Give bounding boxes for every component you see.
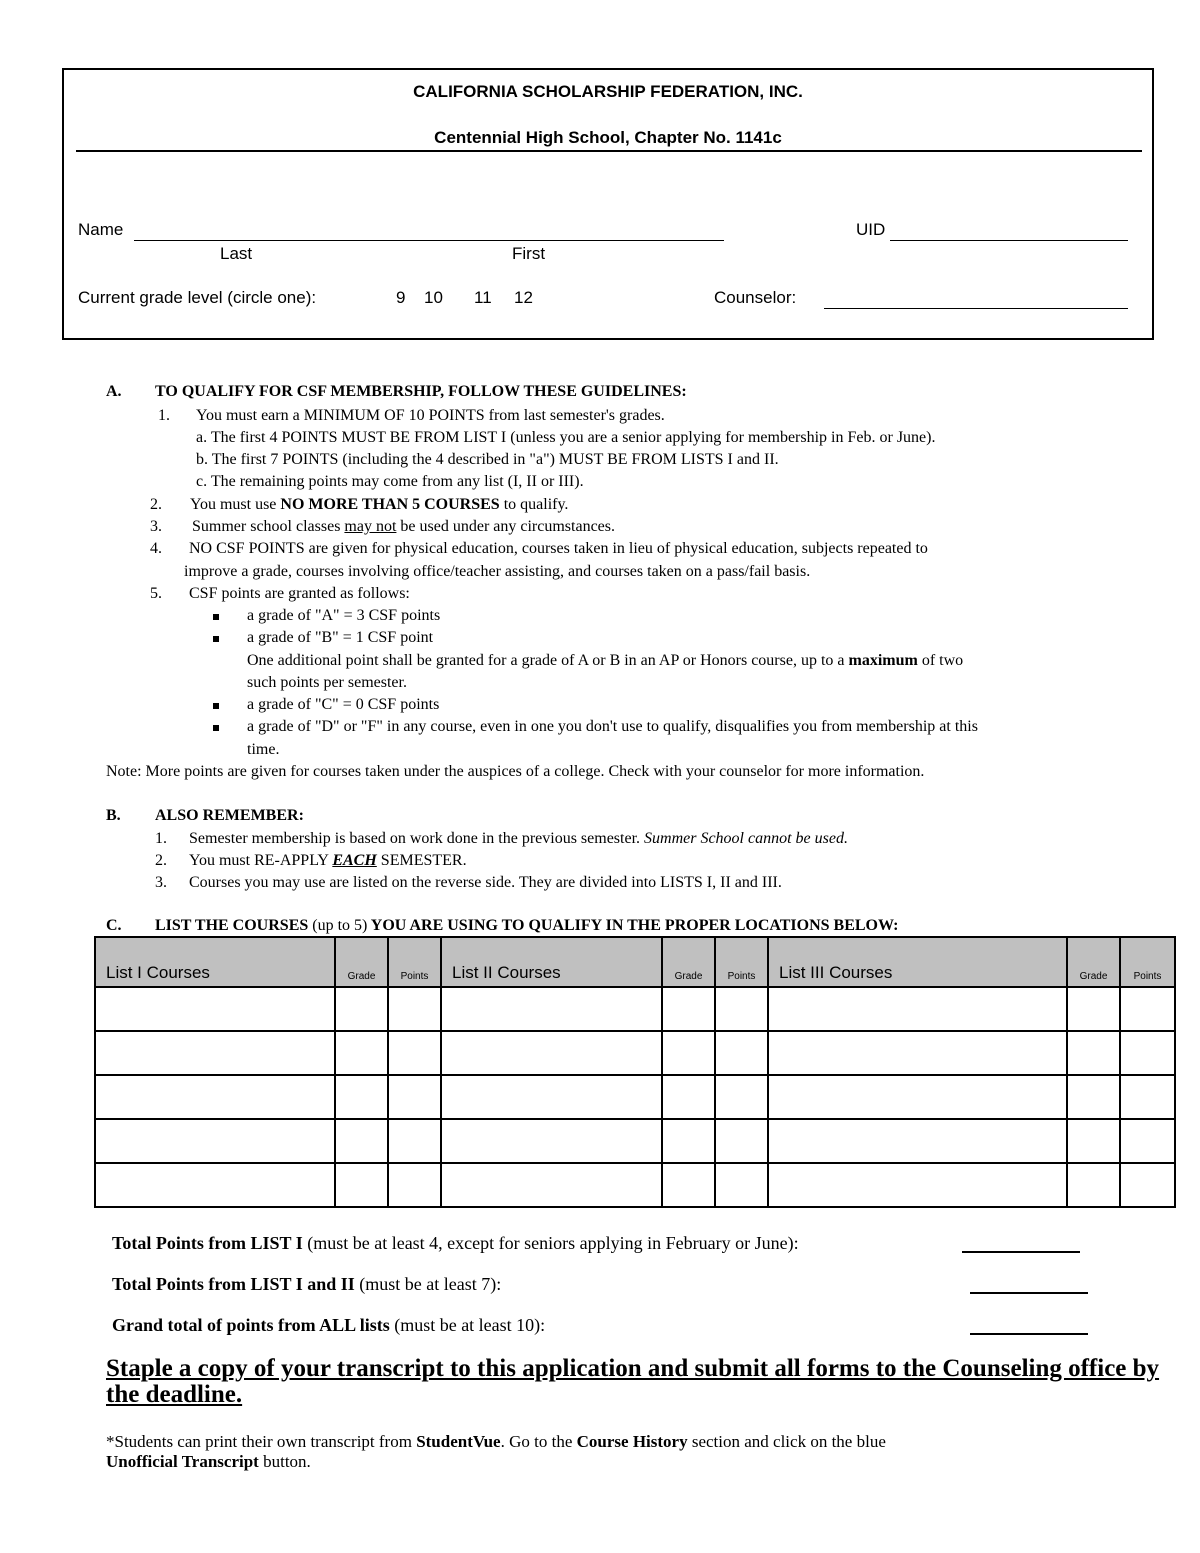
course-table <box>94 936 1176 1208</box>
list-3-header: List III Courses <box>768 937 1067 987</box>
course-cell[interactable] <box>441 1163 662 1207</box>
grade-option-10[interactable]: 10 <box>424 288 443 307</box>
points-cell[interactable] <box>388 1031 441 1075</box>
uid-label: UID <box>856 220 886 239</box>
section-c-letter: C. <box>106 917 122 934</box>
total-list-1-label: Total Points from LIST I (must be at least 4, except for seniors applying in February or June): <box>112 1233 799 1253</box>
grade-header: Grade <box>335 937 388 987</box>
section-c-title: LIST THE COURSES (up to 5) YOU ARE USING TO QUALIFY IN THE PROPER LOCATIONS BELOW: <box>155 917 899 934</box>
b2-number: 2. <box>155 852 167 869</box>
b1-text: Semester membership is based on work done in the previous semester. Summer School cannot be used. <box>189 830 848 847</box>
a1-number: 1. <box>158 407 170 424</box>
section-b-title: ALSO REMEMBER: <box>155 807 304 824</box>
points-cell[interactable] <box>388 1119 441 1163</box>
grade-cell[interactable] <box>662 1075 715 1119</box>
grade-option-11[interactable]: 11 <box>474 288 492 307</box>
grade-cell[interactable] <box>662 987 715 1031</box>
course-cell[interactable] <box>768 1163 1067 1207</box>
grade-cell[interactable] <box>1067 1075 1120 1119</box>
header-divider <box>76 150 1142 152</box>
grade-cell[interactable] <box>1067 1163 1120 1207</box>
name-field[interactable] <box>134 240 724 241</box>
points-cell[interactable] <box>388 1075 441 1119</box>
counselor-label: Counselor: <box>714 288 797 307</box>
a2-text: You must use NO MORE THAN 5 COURSES to qualify. <box>190 496 569 513</box>
points-cell[interactable] <box>715 1119 768 1163</box>
grand-total-field[interactable] <box>970 1333 1088 1335</box>
points-cell[interactable] <box>715 987 768 1031</box>
grade-cell[interactable] <box>662 1163 715 1207</box>
a1c-text: c. The remaining points may come from any list (I, II or III). <box>196 473 584 490</box>
b3-text: Courses you may use are listed on the reverse side. They are divided into LISTS I, II and III. <box>189 874 782 891</box>
total-list-1-field[interactable] <box>962 1251 1080 1253</box>
b1-number: 1. <box>155 830 167 847</box>
last-label: Last <box>220 244 253 263</box>
a1b-text: b. The first 7 POINTS (including the 4 described in "a") MUST BE FROM LISTS I and II. <box>196 451 779 468</box>
points-header: Points <box>388 937 441 987</box>
bullet-icon <box>213 718 219 736</box>
bullet-df-grade-line1: a grade of "D" or "F" in any course, even in one you don't use to qualify, disqualifies you from membership at this <box>247 718 978 735</box>
grade-cell[interactable] <box>335 987 388 1031</box>
course-cell[interactable] <box>441 1031 662 1075</box>
staple-instruction: Staple a copy of your transcript to this application and submit all forms to the Counseling office by the deadline. <box>106 1355 1160 1408</box>
a5-text: CSF points are granted as follows: <box>189 585 410 602</box>
b2-text: You must RE-APPLY EACH SEMESTER. <box>189 852 467 869</box>
course-cell[interactable] <box>768 1031 1067 1075</box>
points-header: Points <box>715 937 768 987</box>
a1-text: You must earn a MINIMUM OF 10 POINTS from last semester's grades. <box>196 407 665 424</box>
a4-number: 4. <box>150 540 162 557</box>
grade-cell[interactable] <box>1067 1031 1120 1075</box>
list-2-header: List II Courses <box>441 937 662 987</box>
grade-level-label: Current grade level (circle one): <box>78 288 317 307</box>
a3-number: 3. <box>150 518 162 535</box>
list-1-header: List I Courses <box>95 937 335 987</box>
org-title: CALIFORNIA SCHOLARSHIP FEDERATION, INC. <box>413 82 803 101</box>
b3-number: 3. <box>155 874 167 891</box>
course-cell[interactable] <box>95 987 335 1031</box>
course-cell[interactable] <box>441 1075 662 1119</box>
grand-total-label: Grand total of points from ALL lists (must be at least 10): <box>112 1315 546 1335</box>
points-cell[interactable] <box>388 1163 441 1207</box>
points-cell[interactable] <box>715 1163 768 1207</box>
first-label: First <box>512 244 546 263</box>
a3-text: Summer school classes may not be used under any circumstances. <box>192 518 616 535</box>
course-cell[interactable] <box>95 1031 335 1075</box>
grade-option-12[interactable]: 12 <box>514 288 533 307</box>
points-cell[interactable] <box>1120 987 1175 1031</box>
total-list-1-2-label: Total Points from LIST I and II (must be at least 7): <box>112 1274 502 1294</box>
bullet-df-grade-line2: time. <box>247 741 280 758</box>
grade-cell[interactable] <box>1067 1119 1120 1163</box>
table-row <box>95 1163 1175 1207</box>
course-cell[interactable] <box>441 987 662 1031</box>
course-cell[interactable] <box>95 1163 335 1207</box>
table-row <box>95 1075 1175 1119</box>
bullet-icon <box>213 629 219 647</box>
table-row <box>95 987 1175 1031</box>
course-cell[interactable] <box>768 987 1067 1031</box>
grade-cell[interactable] <box>335 1119 388 1163</box>
header-box <box>62 68 1154 340</box>
points-header: Points <box>1120 937 1175 987</box>
bullet-icon <box>213 607 219 625</box>
points-cell[interactable] <box>715 1031 768 1075</box>
points-cell[interactable] <box>388 987 441 1031</box>
grade-cell[interactable] <box>335 1075 388 1119</box>
grade-cell[interactable] <box>335 1163 388 1207</box>
bullet-c-grade: a grade of "C" = 0 CSF points <box>247 696 440 713</box>
points-cell[interactable] <box>1120 1163 1175 1207</box>
grade-cell[interactable] <box>335 1031 388 1075</box>
a1a-text: a. The first 4 POINTS MUST BE FROM LIST I (unless you are a senior applying for membership in Feb. or June). <box>196 429 936 446</box>
grade-header: Grade <box>1067 937 1120 987</box>
points-cell[interactable] <box>715 1075 768 1119</box>
bullet-b-grade: a grade of "B" = 1 CSF point <box>247 629 434 646</box>
bullet-icon <box>213 696 219 714</box>
grade-cell[interactable] <box>662 1031 715 1075</box>
a4-text-line1: NO CSF POINTS are given for physical education, courses taken in lieu of physical education, subjects repeated to <box>189 540 928 557</box>
course-cell[interactable] <box>768 1119 1067 1163</box>
section-a-title: TO QUALIFY FOR CSF MEMBERSHIP, FOLLOW THESE GUIDELINES: <box>155 383 687 400</box>
table-header-row <box>95 937 1175 987</box>
table-row <box>95 1031 1175 1075</box>
points-cell[interactable] <box>1120 1075 1175 1119</box>
grade-cell[interactable] <box>1067 987 1120 1031</box>
points-cell[interactable] <box>1120 1119 1175 1163</box>
transcript-note-line1: *Students can print their own transcript from StudentVue. Go to the Course History section and click on the blue <box>106 1432 886 1451</box>
chapter-title: Centennial High School, Chapter No. 1141c <box>434 128 782 147</box>
grade-header: Grade <box>662 937 715 987</box>
transcript-note-line2: Unofficial Transcript button. <box>106 1452 311 1471</box>
bullet-a-grade: a grade of "A" = 3 CSF points <box>247 607 441 624</box>
section-a-letter: A. <box>106 383 122 400</box>
grade-option-9[interactable]: 9 <box>396 288 406 307</box>
college-note: Note: More points are given for courses taken under the auspices of a college. Check with your counselor for more information. <box>106 763 925 780</box>
course-cell[interactable] <box>768 1075 1067 1119</box>
total-list-1-2-field[interactable] <box>970 1292 1088 1294</box>
a5-number: 5. <box>150 585 162 602</box>
course-cell[interactable] <box>95 1075 335 1119</box>
table-row <box>95 1119 1175 1163</box>
points-cell[interactable] <box>1120 1031 1175 1075</box>
name-label: Name <box>78 220 124 239</box>
a4-text-line2: improve a grade, courses involving office/teacher assisting, and courses taken on a pass/fail basis. <box>184 563 811 580</box>
course-cell[interactable] <box>441 1119 662 1163</box>
a2-number: 2. <box>150 496 162 513</box>
uid-field[interactable] <box>890 240 1128 241</box>
counselor-field[interactable] <box>824 308 1128 309</box>
grade-cell[interactable] <box>662 1119 715 1163</box>
bonus-point-line2: such points per semester. <box>247 674 407 691</box>
course-cell[interactable] <box>95 1119 335 1163</box>
section-b-letter: B. <box>106 807 121 824</box>
bonus-point-line1: One additional point shall be granted for a grade of A or B in an AP or Honors course, up to a maximum of two <box>247 652 964 669</box>
